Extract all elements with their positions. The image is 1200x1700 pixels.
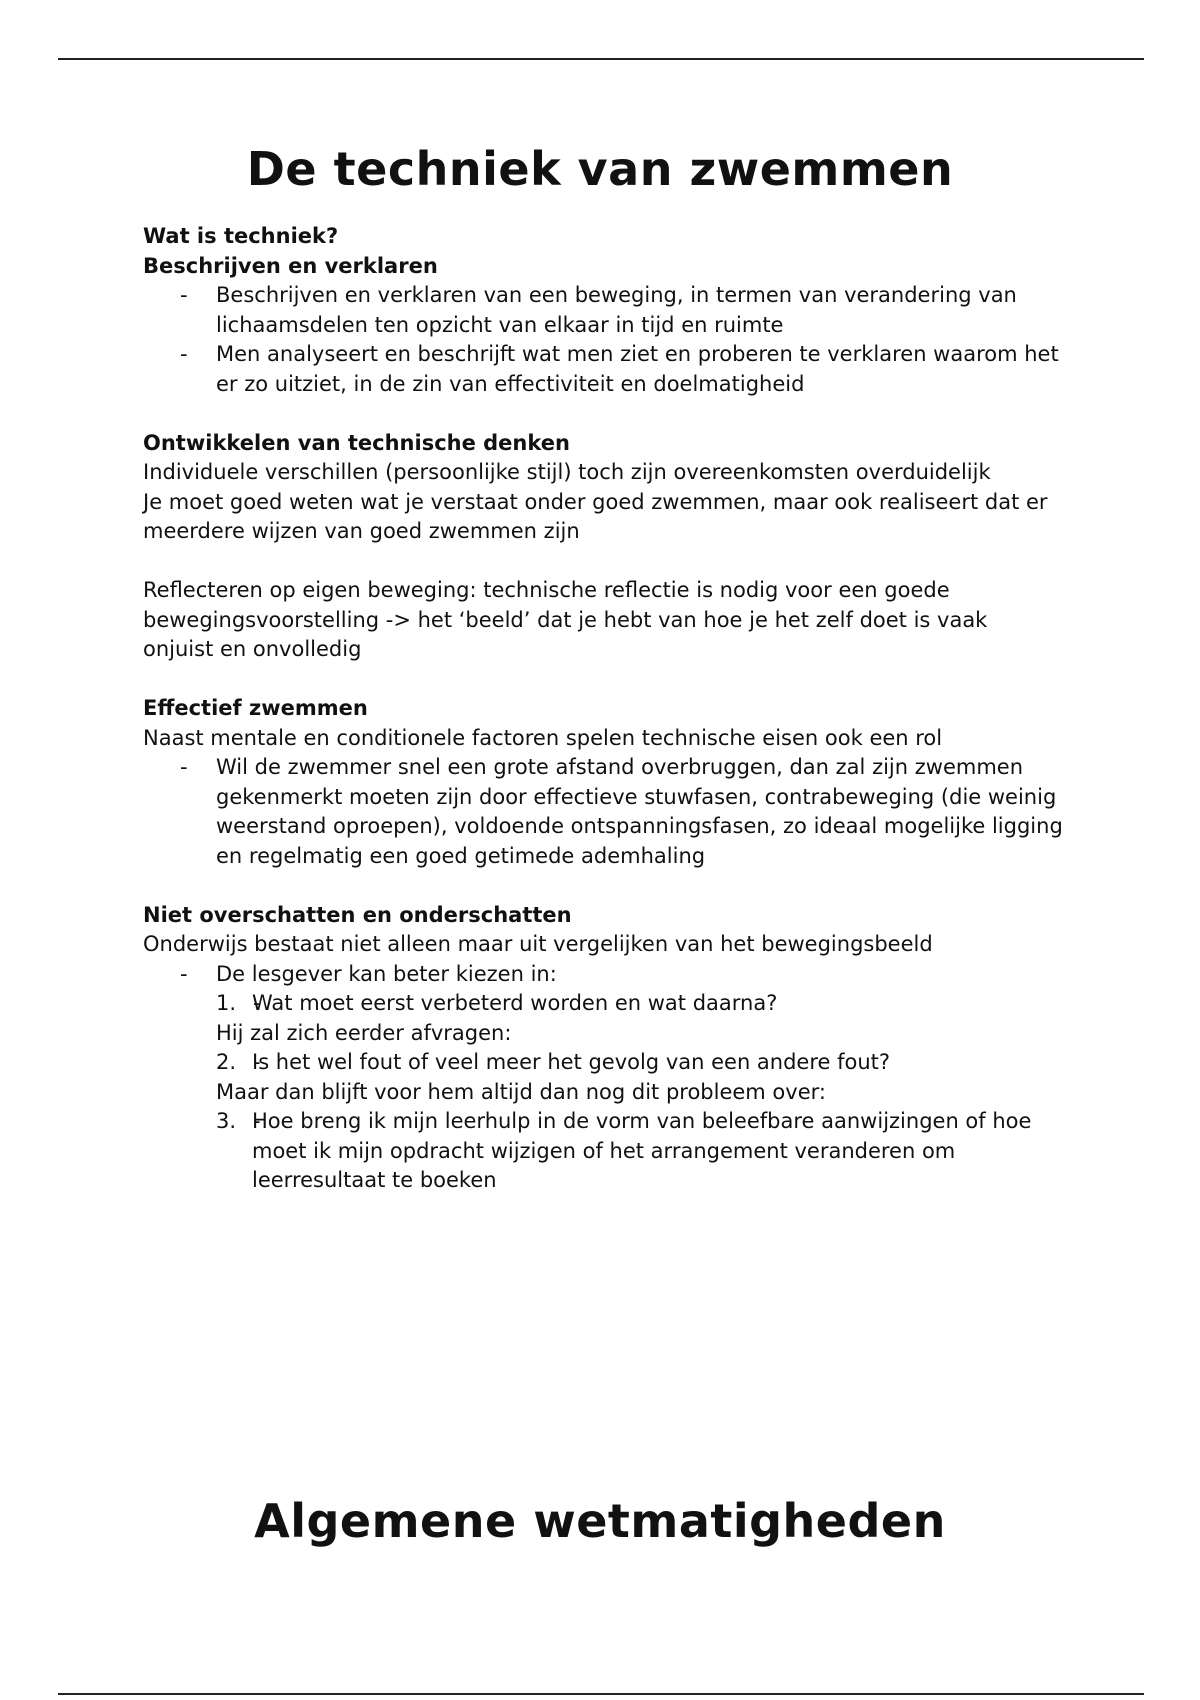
next-page-title: Algemene wetmatigheden bbox=[254, 1494, 946, 1548]
section-subheading: Beschrijven en verklaren bbox=[143, 253, 438, 278]
paragraph: Individuele verschillen (persoonlijke stijl) toch zijn overeenkomsten overduidelijk bbox=[143, 460, 991, 484]
item-text: Wat moet eerst verbeterd worden en wat daarna? bbox=[252, 991, 778, 1015]
numbered-list bbox=[216, 1107, 1063, 1196]
bottom-rule bbox=[58, 1693, 1144, 1695]
section-heading: Wat is techniek? bbox=[143, 224, 339, 248]
item-number: - 3. bbox=[216, 1109, 237, 1133]
bullet-list bbox=[143, 281, 1063, 399]
list-item bbox=[143, 960, 1063, 1196]
list-item: - Men analyseert en beschrijft wat men ziet en proberen te verklaren waarom het er zo uitziet, in de zin van effectiviteit en doelmatigheid bbox=[143, 340, 1063, 399]
page-title: De techniek van zwemmen bbox=[246, 142, 954, 196]
numbered-item bbox=[216, 1107, 1063, 1196]
list-item-text: De lesgever kan beter kiezen in: bbox=[216, 961, 557, 986]
numbered-item bbox=[216, 1048, 1063, 1078]
document-body bbox=[143, 222, 1063, 1196]
item-text: Hoe breng ik mijn leerhulp in de vorm van beleefbare aanwijzingen of hoe moet ik mijn opdracht wijzigen of het arrangement veranderen om leerresultaat te boeken bbox=[252, 1109, 1032, 1192]
numbered-list bbox=[216, 989, 1063, 1019]
list-item: - Wil de zwemmer snel een grote afstand overbruggen, dan zal zijn zwemmen gekenmerkt moeten zijn door effectieve stuwfasen, contrabeweging (die weinig weerstand oproepen), voldoende ontspanningsfasen, zo ideaal mogelijke ligging en regelmatig een goed getimede ademhaling bbox=[143, 753, 1063, 871]
paragraph: Reflecteren op eigen beweging: technische reflectie is nodig voor een goede bewegingsvoorstelling -> het ‘beeld’ dat je hebt van hoe je het zelf doet is vaak onjuist en onvolledig bbox=[143, 578, 988, 661]
numbered-list bbox=[216, 1048, 1063, 1078]
paragraph: Naast mentale en conditionele factoren spelen technische eisen ook een rol bbox=[143, 725, 943, 750]
bullet-list bbox=[143, 960, 1063, 1196]
paragraph: Je moet goed weten wat je verstaat onder goed zwemmen, maar ook realiseert dat er meerdere wijzen van goed zwemmen zijn bbox=[143, 489, 1048, 543]
list-item: - Beschrijven en verklaren van een beweging, in termen van verandering van lichaamsdelen ten opzicht van elkaar in tijd en ruimte bbox=[143, 281, 1063, 340]
paragraph: Onderwijs bestaat niet alleen maar uit vergelijken van het bewegingsbeeld bbox=[143, 932, 933, 956]
top-rule bbox=[58, 58, 1144, 60]
item-text: Is het wel fout of veel meer het gevolg van een andere fout? bbox=[252, 1050, 891, 1074]
section-heading: Effectief zwemmen bbox=[143, 696, 368, 720]
section-heading: Niet overschatten en onderschatten bbox=[143, 902, 572, 927]
item-number: - 2. bbox=[216, 1050, 237, 1074]
section-heading: Ontwikkelen van technische denken bbox=[143, 430, 570, 455]
list-note: Maar dan blijft voor hem altijd dan nog dit probleem over: bbox=[216, 1079, 826, 1104]
bullet-list bbox=[143, 753, 1063, 871]
numbered-item bbox=[216, 989, 1063, 1019]
list-note: Hij zal zich eerder afvragen: bbox=[216, 1020, 512, 1045]
item-number: - 1. bbox=[216, 991, 237, 1015]
